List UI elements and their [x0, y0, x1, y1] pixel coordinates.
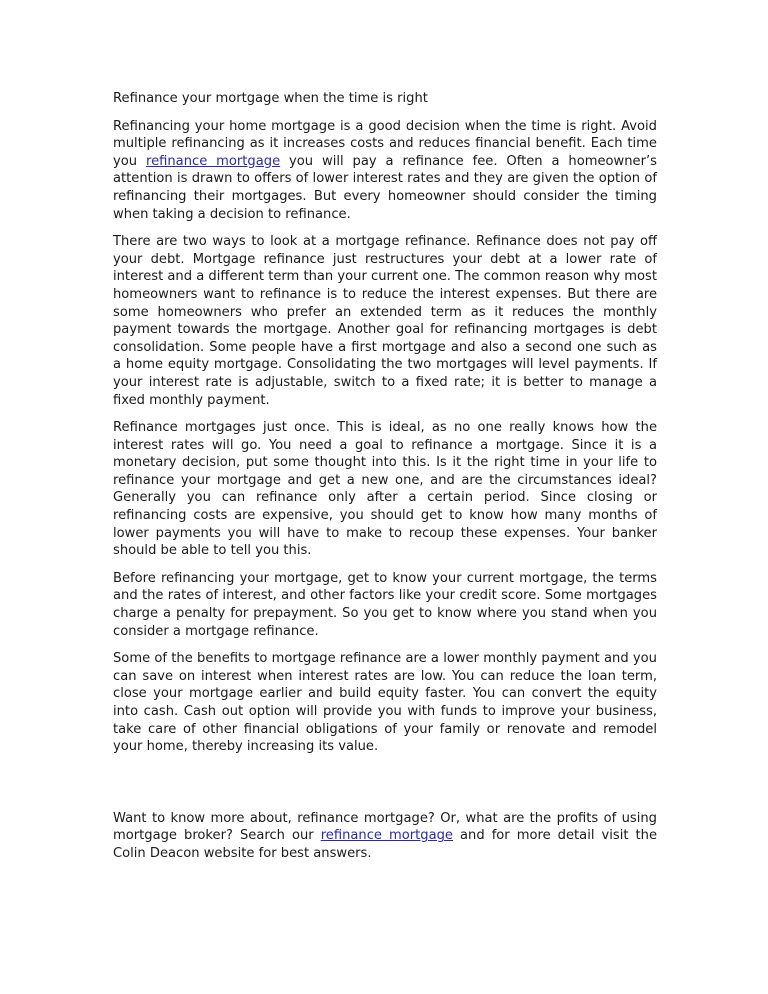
document-title: Refinance your mortgage when the time is right: [113, 91, 428, 106]
text: you will pay a refinance fee. Often a homeowner’s attention is drawn to offers of lower interest rates and they are given the option of refinancing their mortgages. But every homeowner should consider the timing when taking a decision to refinance.: [113, 153, 657, 222]
text: Want to know more about, refinance mortgage? Or, what are the profits of using mortgage broker? Search our: [113, 810, 657, 844]
refinance-mortgage-link[interactable]: refinance mortgage: [145, 153, 281, 169]
paragraph-1: [113, 118, 657, 224]
paragraph-3: Refinance mortgages just once. This is ideal, as no one really knows how the interest rates will go. You need a goal to refinance a mortgage. Since it is a monetary decision, put some thought into this. Is it the right time in your life to refinance your mortgage and get a new one, and are the circumstances ideal? Generally you can refinance only after a certain period. Since closing or refinancing costs are expensive, you should get to know how many months of lower payments you will have to make to recoup these expenses. Your banker should be able to tell you this.: [113, 420, 657, 559]
paragraph-5: Some of the benefits to mortgage refinance are a lower monthly payment and you can save on interest when interest rates are low. You can reduce the loan term, close your mortgage earlier and build equity faster. You can convert the equity into cash. Cash out option will provide you with funds to improve your business, take care of other financial obligations of your family or renovate and remodel your home, thereby increasing its value.: [113, 651, 657, 755]
refinance-mortgage-link[interactable]: refinance mortgage: [320, 828, 453, 844]
text: Refinancing your home mortgage is a good decision when the time is right. Avoid multiple refinancing as it increases costs and reduces financial benefit. Each time you: [113, 118, 657, 169]
spacer: [113, 766, 657, 810]
document-page: [113, 90, 657, 873]
paragraph-6: [113, 810, 657, 863]
text: and for more detail visit the Colin Deacon website for best answers.: [113, 828, 657, 861]
paragraph-2: There are two ways to look at a mortgage refinance. Refinance does not pay off your debt. Mortgage refinance just restructures your debt at a lower rate of interest and a different term than your current one. The common reason why most homeowners want to refinance is to reduce the interest expenses. But there are some homeowners who prefer an extended term as it reduces the monthly payment towards the mortgage. Another goal for refinancing mortgages is debt consolidation. Some people have a first mortgage and also a second one such as a home equity mortgage. Consolidating the two mortgages will level payments. If your interest rate is adjustable, switch to a fixed rate; it is better to manage a fixed monthly payment.: [113, 234, 657, 408]
paragraph-4: Before refinancing your mortgage, get to know your current mortgage, the terms and the rates of interest, and other factors like your credit score. Some mortgages charge a penalty for prepayment. So you get to know where you stand when you consider a mortgage refinance.: [113, 570, 657, 639]
